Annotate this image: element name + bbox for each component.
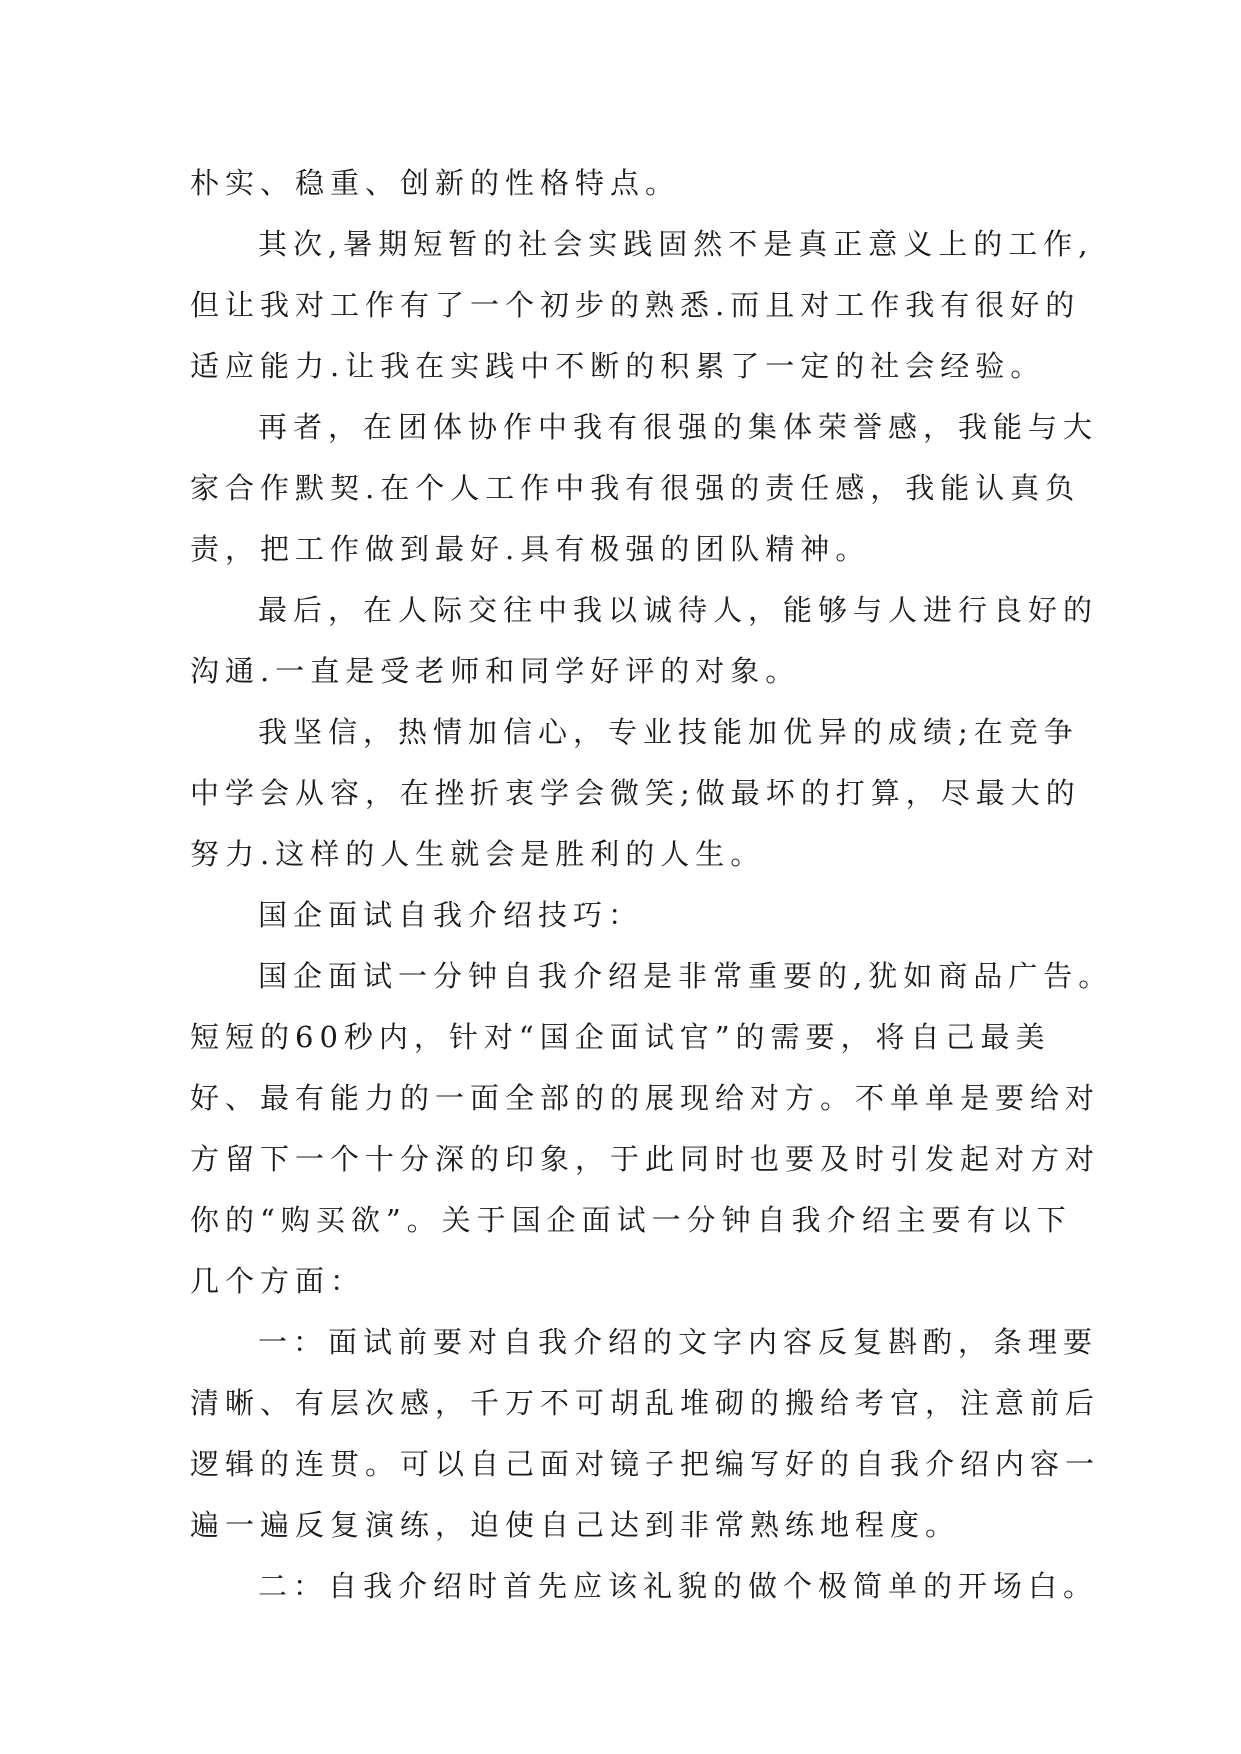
text-line-23: 遍一遍反复演练，迫使自己达到非常熟练地程度。: [190, 1508, 961, 1542]
text-line-6: 家合作默契.在个人工作中我有很强的责任感，我能认真负: [190, 471, 1081, 505]
text-line-10: 我坚信，热情加信心，专业技能加优异的成绩;在竞争: [258, 715, 1079, 749]
text-line-3: 但让我对工作有了一个初步的熟悉.而且对工作我有很好的: [190, 288, 1081, 322]
text-line-8: 最后，在人际交往中我以诚待人，能够与人进行良好的: [258, 593, 1099, 627]
text-line-18: 你的“购买欲”。关于国企面试一分钟自我介绍主要有以下: [190, 1203, 1072, 1237]
text-line-9: 沟通.一直是受老师和同学好评的对象。: [190, 654, 801, 688]
text-line-12: 努力.这样的人生就会是胜利的人生。: [190, 837, 766, 871]
text-line-7: 责，把工作做到最好.具有极强的团队精神。: [190, 532, 871, 566]
text-line-1: 朴实、稳重、创新的性格特点。: [190, 166, 681, 200]
text-line-4: 适应能力.让我在实践中不断的积累了一定的社会经验。: [190, 349, 1046, 383]
text-line-2: 其次,暑期短暂的社会实践固然不是真正意义上的工作,: [258, 227, 1094, 261]
text-line-11: 中学会从容，在挫折衷学会微笑;做最坏的打算，尽最大的: [190, 776, 1081, 810]
text-line-20: 一：面试前要对自我介绍的文字内容反复斟酌，条理要: [258, 1325, 1099, 1359]
text-line-22: 逻辑的连贯。可以自己面对镜子把编写好的自我介绍内容一: [190, 1447, 1101, 1481]
text-line-15: 短短的60秒内，针对“国企面试官”的需要，将自己最美: [190, 1020, 1051, 1054]
text-line-14: 国企面试一分钟自我介绍是非常重要的,犹如商品广告。: [258, 959, 1114, 993]
text-line-13: 国企面试自我介绍技巧：: [258, 898, 644, 932]
text-line-24: 二：自我介绍时首先应该礼貌的做个极简单的开场白。: [258, 1569, 1099, 1603]
document-body: [190, 162, 1114, 1626]
text-line-17: 方留下一个十分深的印象，于此同时也要及时引发起对方对: [190, 1142, 1101, 1176]
text-line-21: 清晰、有层次感，千万不可胡乱堆砌的搬给考官，注意前后: [190, 1386, 1101, 1420]
text-line-16: 好、最有能力的一面全部的的展现给对方。不单单是要给对: [190, 1081, 1101, 1115]
text-line-5: 再者，在团体协作中我有很强的集体荣誉感，我能与大: [258, 410, 1099, 444]
text-line-19: 几个方面：: [190, 1264, 366, 1298]
